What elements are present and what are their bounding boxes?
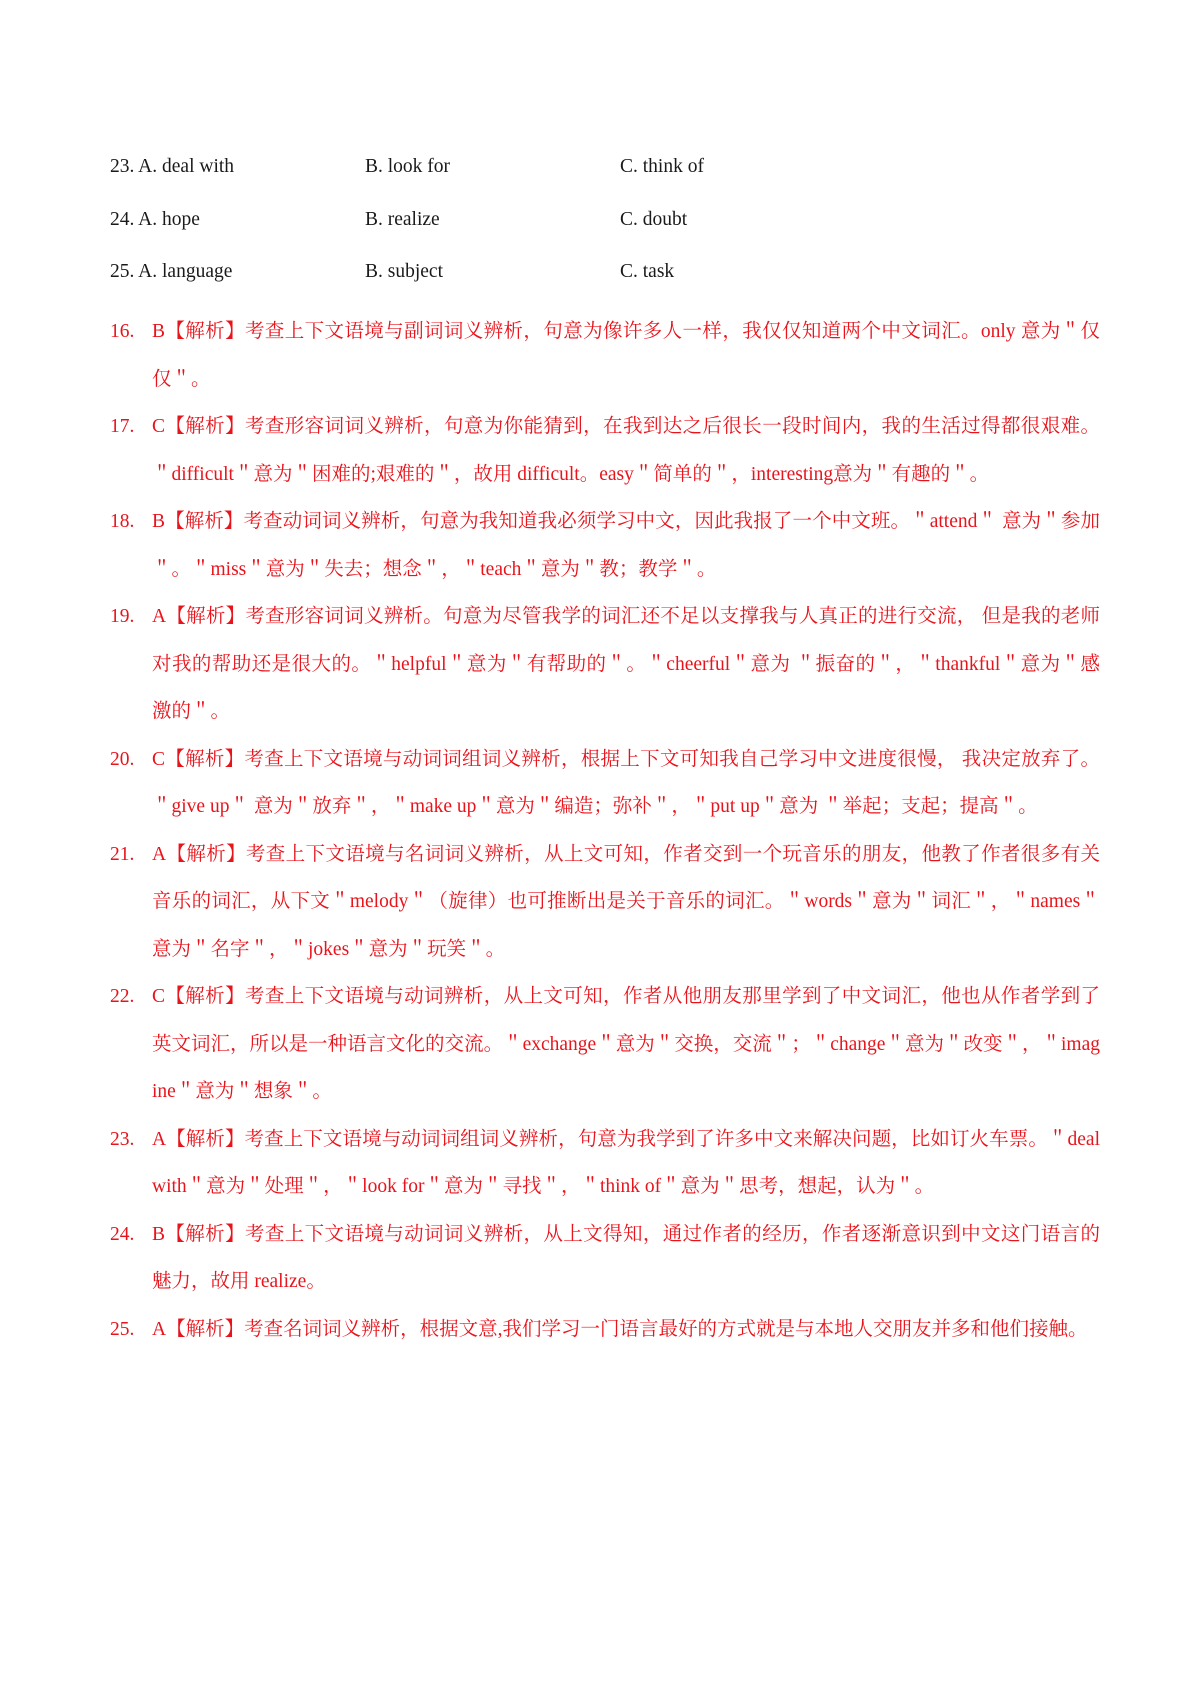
explanation-item (110, 736, 1100, 831)
explanation-text: A【解析】考查上下文语境与名词词义辨析，从上文可知，作者交到一个玩音乐的朋友，他教了作者很多有关音乐的词汇，从下文＂melody＂（旋律）也可推断出是关于音乐的词汇。＂words＂意为＂词汇＂，＂names＂意为＂名字＂，＂jokes＂意为＂玩笑＂。 (152, 843, 1100, 960)
options-row-23 (110, 150, 1110, 203)
answer-explanations (110, 308, 1100, 1353)
explanation-number: 25. (110, 1318, 135, 1340)
explanation-number: 20. (110, 748, 135, 770)
explanation-number: 23. (110, 1128, 135, 1150)
options-row-24 (110, 203, 1110, 256)
answer-options (110, 150, 1110, 308)
explanation-text: C【解析】考查上下文语境与动词辨析，从上文可知，作者从他朋友那里学到了中文词汇，他也从作者学到了英文词汇，所以是一种语言文化的交流。＂exchange＂意为＂交换，交流＂；＂change＂意为＂改变＂，＂imagine＂意为＂想象＂。 (152, 986, 1100, 1102)
option-b: B. realize (365, 208, 440, 230)
explanation-number: 16. (110, 321, 135, 342)
explanation-text: A【解析】考查上下文语境与动词词组词义辨析，句意为我学到了许多中文来解决问题，比如订火车票。＂deal with＂意为＂处理＂，＂look for＂意为＂寻找＂，＂think of＂意为＂思考，想起，认为＂。 (152, 1128, 1100, 1197)
option-c: C. think of (620, 156, 704, 177)
explanation-number: 19. (110, 606, 135, 627)
explanation-number: 18. (110, 511, 135, 532)
explanation-item (110, 498, 1100, 593)
explanation-text: B【解析】考查动词词义辨析，句意为我知道我必须学习中文，因此我报了一个中文班。＂attend＂ 意为＂参加＂。＂miss＂意为＂失去；想念＂，＂teach＂意为＂教；教学＂。 (152, 511, 1100, 580)
explanation-text: C【解析】考查形容词词义辨析，句意为你能猜到，在我到达之后很长一段时间内，我的生活过得都很艰难。＂difficult＂意为＂困难的;艰难的＂，故用 difficult。easy＂简单的＂，interesting意为＂有趣的＂。 (152, 416, 1100, 485)
option-a: 25. A. language (110, 261, 233, 282)
explanation-text: A【解析】考查形容词词义辨析。句意为尽管我学的词汇还不足以支撑我与人真正的进行交流， 但是我的老师对我的帮助还是很大的。＂helpful＂意为＂有帮助的＂。＂cheerful＂意为 ＂振奋的＂，＂thankful＂意为＂感激的＂。 (152, 606, 1100, 722)
explanation-number: 24. (110, 1223, 135, 1245)
explanation-item (110, 403, 1100, 498)
options-row-25 (110, 255, 1110, 308)
explanation-number: 22. (110, 986, 135, 1007)
explanation-item (110, 308, 1100, 403)
option-c: C. task (620, 261, 675, 282)
explanation-number: 17. (110, 416, 135, 437)
explanation-item (110, 593, 1100, 736)
explanation-item (110, 1116, 1100, 1211)
option-b: B. subject (365, 261, 443, 282)
explanation-item (110, 831, 1100, 974)
explanation-text: B【解析】考查上下文语境与动词词义辨析，从上文得知，通过作者的经历，作者逐渐意识到中文这门语言的魅力，故用 realize。 (152, 1223, 1100, 1292)
explanation-item (110, 973, 1100, 1116)
explanation-text: B【解析】考查上下文语境与副词词义辨析，句意为像许多人一样，我仅仅知道两个中文词汇。only 意为＂仅仅＂。 (152, 321, 1100, 390)
explanation-text: A【解析】考查名词词义辨析，根据文意,我们学习一门语言最好的方式就是与本地人交朋友并多和他们接触。 (152, 1318, 1088, 1340)
explanation-number: 21. (110, 843, 135, 865)
option-c: C. doubt (620, 208, 688, 230)
option-a: 23. A. deal with (110, 156, 235, 177)
explanation-item (110, 1211, 1100, 1306)
option-a: 24. A. hope (110, 208, 200, 230)
option-b: B. look for (365, 156, 451, 177)
explanation-text: C【解析】考查上下文语境与动词词组词义辨析，根据上下文可知我自己学习中文进度很慢， 我决定放弃了。＂give up＂ 意为＂放弃＂，＂make up＂意为＂编造；弥补＂，＂put up＂意为 ＂举起；支起；提高＂。 (152, 748, 1100, 817)
explanation-item (110, 1306, 1100, 1354)
